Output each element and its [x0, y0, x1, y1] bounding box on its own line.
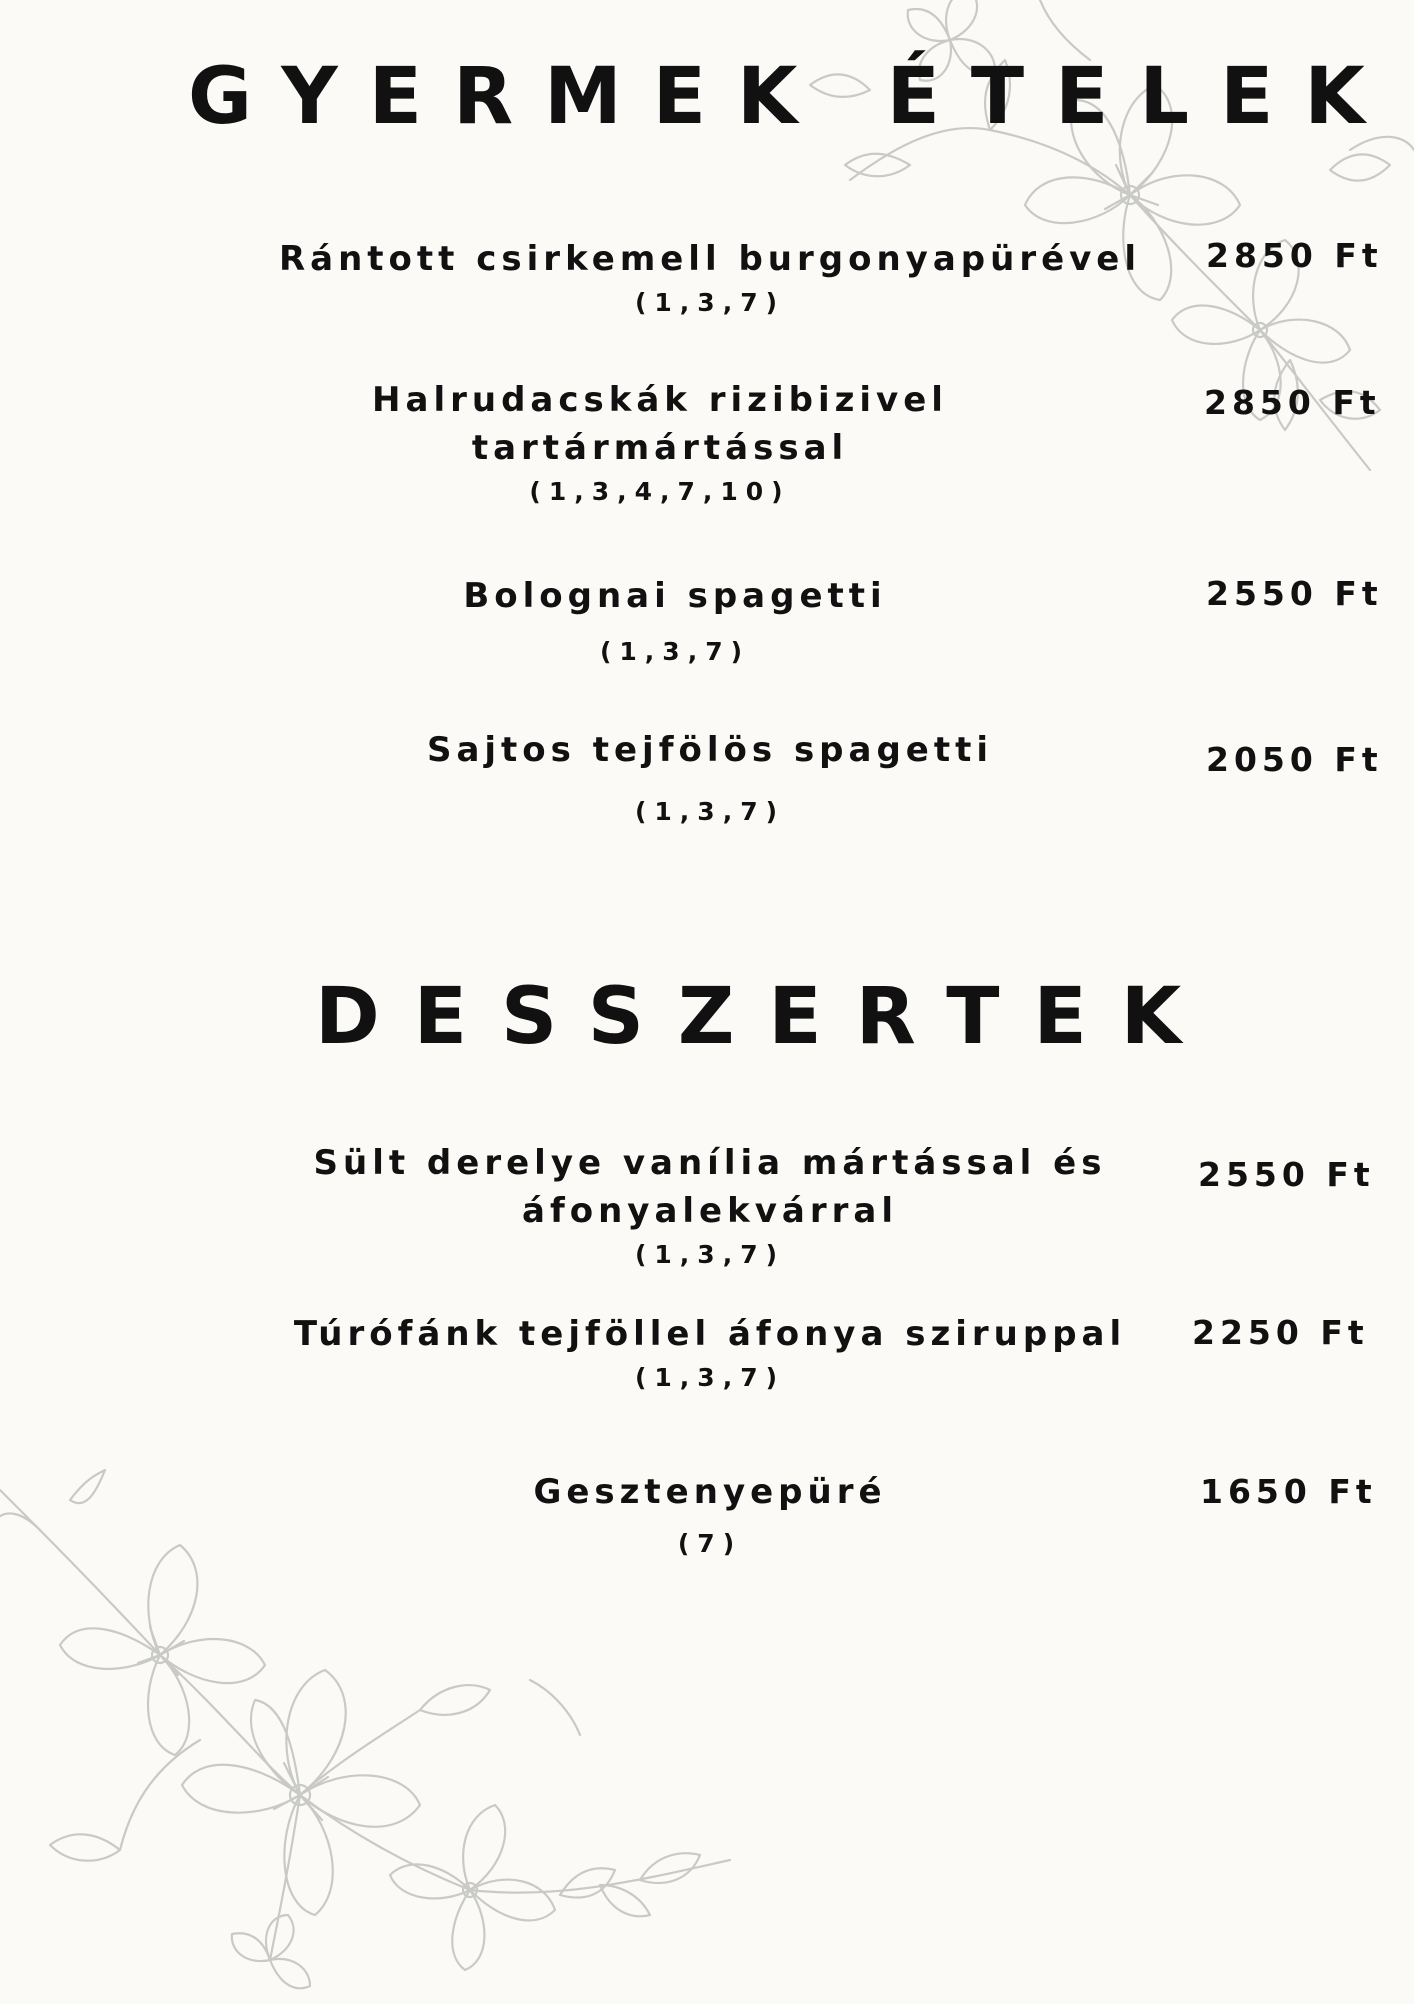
section-title-kids-meals: GYERMEK ÉTELEK — [188, 52, 1396, 142]
menu-item-allergens: (1,3,7) — [634, 1240, 786, 1269]
menu-item — [240, 1468, 1180, 1562]
menu-item-allergens: (1,3,7) — [634, 1363, 786, 1392]
menu-item-name: Rántott csirkemell burgonyapürével — [278, 239, 1142, 279]
menu-item-price: 2850 Ft — [1204, 383, 1381, 422]
menu-item-price: 2850 Ft — [1206, 236, 1383, 275]
menu-item — [240, 235, 1180, 321]
menu-item-price: 2250 Ft — [1192, 1313, 1369, 1352]
menu-item-allergens: (1,3,7) — [599, 637, 751, 666]
menu-item-name: Sajtos tejfölös spagetti — [426, 730, 994, 770]
menu-item-price: 2050 Ft — [1206, 740, 1383, 779]
menu-item — [240, 1310, 1180, 1396]
menu-item-name: Halrudacskák rizibizivel tartármártással — [372, 380, 948, 468]
menu-item — [240, 1139, 1180, 1273]
menu-item-name: Gesztenyepüré — [533, 1472, 887, 1512]
menu-item — [190, 376, 1130, 510]
menu-item-price: 1650 Ft — [1200, 1472, 1377, 1511]
menu-item-price: 2550 Ft — [1206, 574, 1383, 613]
section-title-desserts: DESSZERTEK — [315, 972, 1216, 1062]
menu-item-allergens: (1,3,4,7,10) — [529, 477, 791, 506]
menu-item — [205, 572, 1145, 670]
menu-item-allergens: (7) — [677, 1529, 743, 1558]
menu-item-name: Sült derelye vanília mártással és áfonyalekvárral — [313, 1143, 1107, 1231]
menu-item-name: Túrófánk tejföllel áfonya sziruppal — [293, 1314, 1127, 1354]
menu-item-price: 2550 Ft — [1198, 1155, 1375, 1194]
menu-item-allergens: (1,3,7) — [634, 797, 786, 826]
menu-item-allergens: (1,3,7) — [634, 288, 786, 317]
menu-item-name: Bolognai spagetti — [463, 576, 887, 616]
menu-item — [240, 726, 1180, 830]
